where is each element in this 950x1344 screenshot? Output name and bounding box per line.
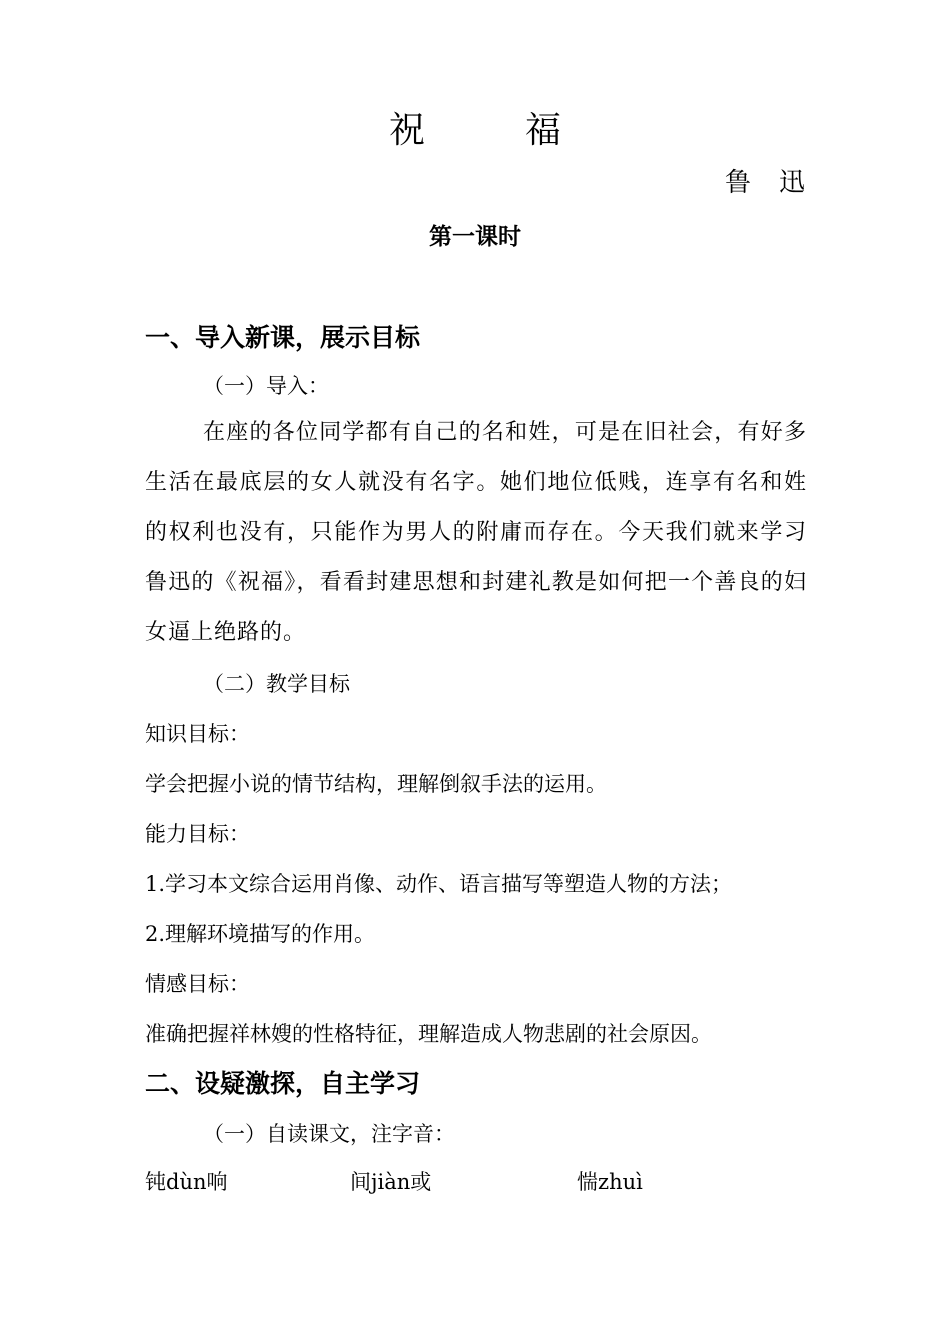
author-char-1: 鲁: [724, 168, 751, 198]
title-char-1: 祝: [388, 110, 425, 151]
section-2-sub-1: （一）自读课文，注字音：: [203, 1122, 455, 1146]
ability-goal-label: 能力目标：: [145, 822, 250, 846]
knowledge-goal-text: 学会把握小说的情节结构，理解倒叙手法的运用。: [145, 772, 607, 796]
pinyin-item: 钝dùn响: [145, 1170, 228, 1194]
section-1-sub-1: （一）导入：: [203, 374, 329, 398]
author-char-2: 迅: [778, 168, 805, 198]
document-title: [0, 102, 950, 153]
section-2-heading: 二、设疑激探，自主学习: [145, 1069, 421, 1098]
intro-paragraph: 在座的各位同学都有自己的名和姓，可是在旧社会，有好多生活在最底层的女人就没有名字。她们地位低贱，连享有名和姓的权利也没有，只能作为男人的附庸而存在。今天我们就来学习鲁迅的《祝福》，看看封建思想和封建礼教是如何把一个善良的妇女逼上绝路的。: [145, 420, 807, 645]
title-char-2: 福: [525, 110, 562, 151]
author-name: [725, 162, 805, 199]
knowledge-goal-label: 知识目标：: [145, 722, 250, 746]
emotion-goal-text: 准确把握祥林嫂的性格特征，理解造成人物悲剧的社会原因。: [145, 1022, 712, 1046]
section-1-sub-2: （二）教学目标: [203, 672, 350, 696]
ability-goal-item-2: 2.理解环境描写的作用。: [145, 922, 376, 946]
section-1-heading: 一、导入新课，展示目标: [145, 323, 421, 352]
ability-goal-item-1: 1.学习本文综合运用肖像、动作、语言描写等塑造人物的方法；: [145, 872, 733, 896]
pinyin-item: 间jiàn或: [350, 1170, 432, 1194]
lesson-label: 第一课时: [429, 224, 521, 250]
pinyin-item: 惴zhuì: [577, 1170, 643, 1194]
emotion-goal-label: 情感目标：: [145, 972, 250, 996]
pinyin-list: [145, 1166, 807, 1198]
